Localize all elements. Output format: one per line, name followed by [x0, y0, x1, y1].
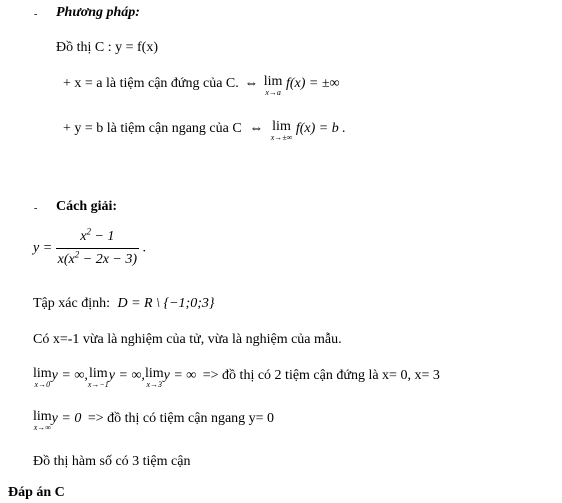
- vertical-conclusion: => đồ thị có 2 tiệm cận đứng là x= 0, x= 3: [202, 368, 440, 383]
- limit-word: lim: [88, 366, 108, 381]
- limit-word: lim: [144, 366, 164, 381]
- answer-line: Đáp án C: [8, 485, 65, 500]
- limit-word: lim: [33, 366, 52, 381]
- horizontal-limit-expression: f(x) = b .: [295, 121, 346, 136]
- limit-subscript: x→0: [34, 380, 51, 389]
- vertical-limit: [264, 75, 283, 97]
- denominator-rest: − 2x − 3): [79, 252, 138, 267]
- limit-subscript: x→∞: [33, 423, 51, 432]
- vertical-asymptote-rule: [63, 75, 340, 97]
- equivalence-arrow: ⇔: [249, 121, 264, 136]
- domain-label: Tập xác định:: [33, 296, 110, 311]
- numerator-base: x: [80, 229, 87, 244]
- solution-heading: Cách giải:: [56, 199, 118, 214]
- limit-x-to-3: [145, 367, 164, 389]
- denominator-pre: x(x: [57, 252, 75, 267]
- note-line: Có x=-1 vừa là nghiệm của tử, vừa là nghiệm của mẫu.: [33, 332, 342, 347]
- horizontal-asymptote-rule: [63, 120, 346, 142]
- formula-denominator: [56, 248, 139, 269]
- limit-subscript: x→−1: [87, 380, 109, 389]
- limit-subscript: x→±∞: [270, 133, 293, 142]
- equivalence-arrow: ⇔: [244, 76, 259, 91]
- vertical-asymptote-text: + x = a là tiệm cận đứng của C.: [63, 76, 239, 91]
- horizontal-conclusion: => đồ thị có tiệm cận ngang y= 0: [87, 411, 275, 426]
- numerator-rest: − 1: [90, 229, 115, 244]
- formula-period: .: [142, 240, 147, 256]
- limit-x-to-infinity: [33, 410, 52, 432]
- limit-subscript: x→a: [265, 88, 281, 97]
- method-bullet: -: [34, 9, 38, 20]
- vertical-limit-expression: f(x) = ±∞: [285, 76, 340, 91]
- denominator-exponent: 2: [74, 249, 80, 260]
- numerator-exponent: 2: [86, 226, 91, 237]
- graph-definition: Đồ thị C : y = f(x): [56, 40, 158, 55]
- formula-fraction: [56, 228, 139, 269]
- domain-line: [33, 295, 214, 313]
- domain-expression: D = R \ {−1;0;3}: [117, 296, 215, 311]
- horizontal-limit-line: [33, 410, 274, 432]
- formula-lhs: y =: [33, 240, 53, 256]
- vertical-limits-line: [33, 367, 440, 389]
- method-heading: Phương pháp:: [56, 5, 140, 20]
- solution-bullet: -: [34, 203, 38, 214]
- limit-expression: y = ∞: [163, 368, 197, 383]
- summary-line: Đồ thị hàm số có 3 tiệm cận: [33, 454, 191, 469]
- limit-expression: y = ∞,: [51, 368, 88, 383]
- limit-expression: y = ∞,: [108, 368, 145, 383]
- limit-x-to-minus-1: [88, 367, 109, 389]
- horizontal-asymptote-text: + y = b là tiệm cận ngang của C: [63, 121, 242, 136]
- limit-expression: y = 0: [51, 411, 82, 426]
- limit-subscript: x→3: [146, 380, 163, 389]
- limit-word: lim: [263, 74, 283, 89]
- function-formula: [33, 228, 146, 269]
- limit-word: lim: [272, 119, 291, 134]
- limit-word: lim: [33, 409, 52, 424]
- limit-x-to-0: [33, 367, 52, 389]
- horizontal-limit: [271, 120, 293, 142]
- formula-numerator: [56, 228, 139, 248]
